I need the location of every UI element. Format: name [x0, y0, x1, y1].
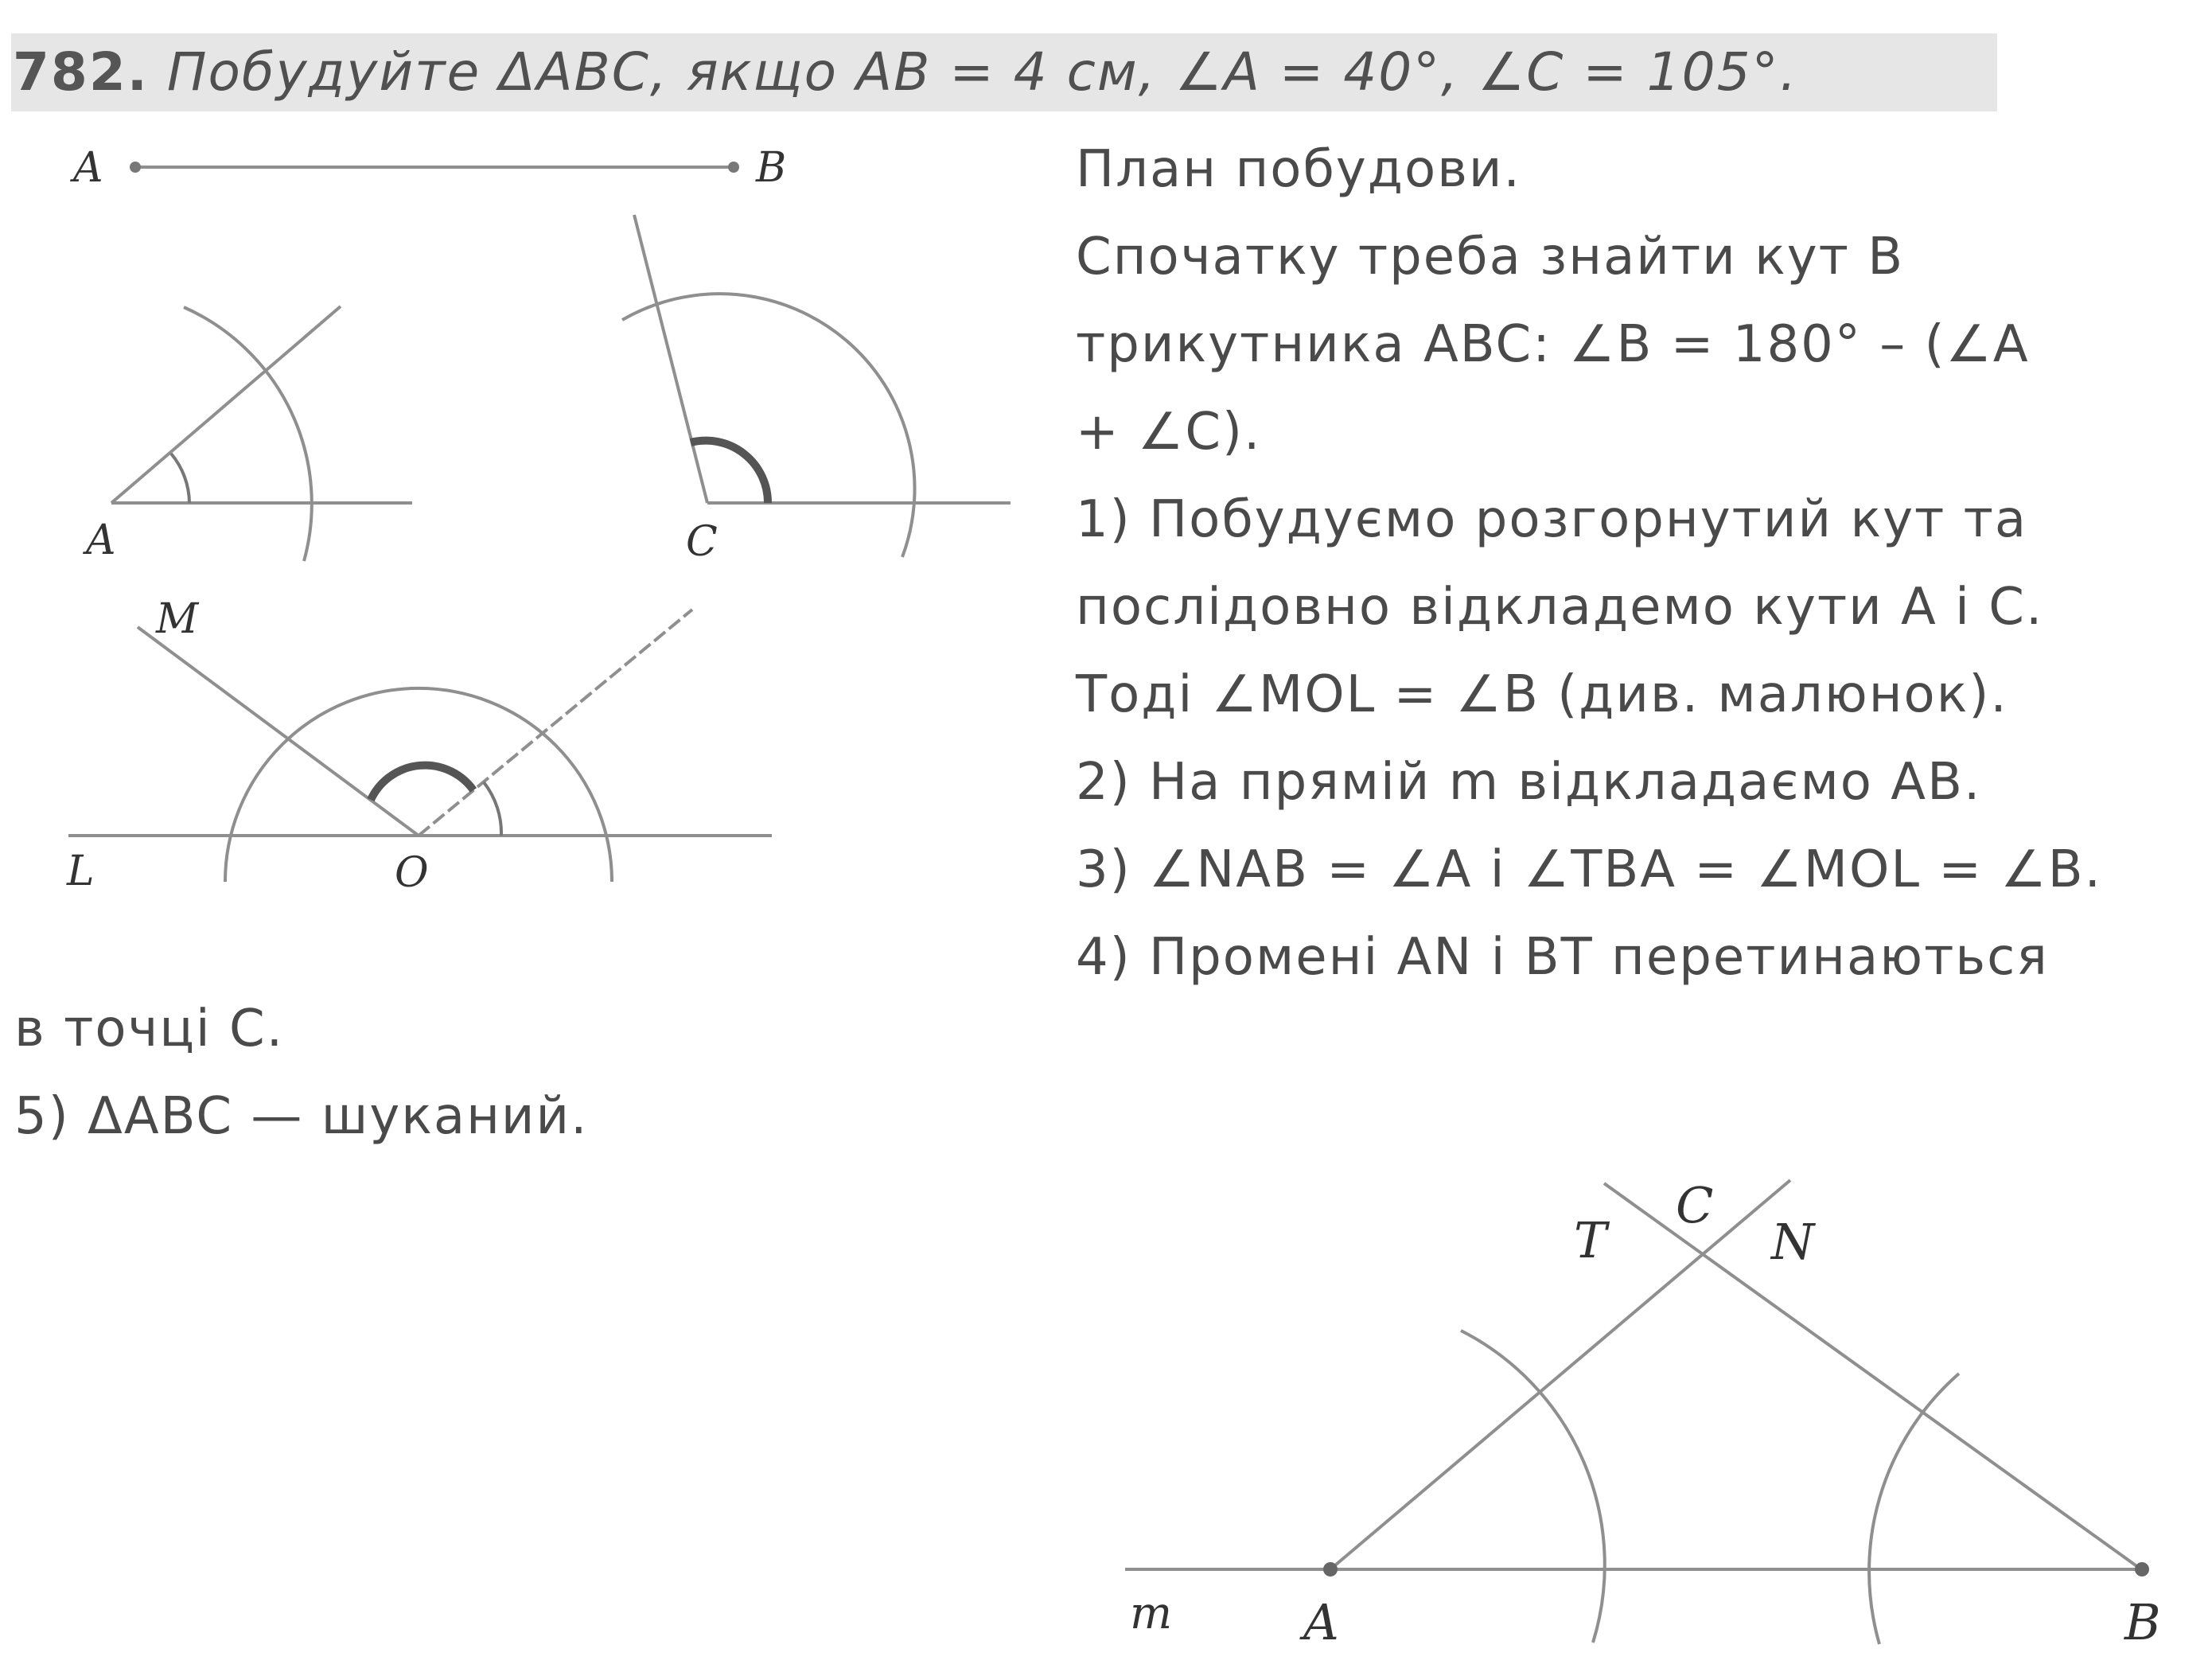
angle-a-vertex-label: A — [86, 516, 116, 564]
segment-label-a: A — [73, 144, 103, 192]
ray-t-label: T — [1574, 1211, 1607, 1269]
point-l-label: L — [67, 848, 95, 895]
plan-line: Тоді ∠MOL = ∠B (див. малюнок). — [1076, 665, 2008, 724]
problem-statement: Побудуйте ΔABC, якщо AB = 4 см, ∠A = 40°, ∠C = 105°. — [166, 41, 1798, 103]
straight-angle-drawing — [68, 610, 772, 882]
plan-line: трикутника ABC: ∠B = 180° – (∠A — [1076, 315, 2030, 374]
plan-line: + ∠C). — [1076, 403, 1262, 462]
point-m-label: M — [156, 595, 199, 643]
plan-line: План побудови. — [1076, 140, 1521, 199]
segment-label-b: B — [756, 144, 787, 192]
plan-line: в точці C. — [14, 1000, 285, 1058]
segment-ab — [130, 162, 739, 173]
plan-line: Спочатку треба знайти кут B — [1076, 228, 1905, 286]
point-o-label: O — [395, 849, 429, 897]
vertex-c-label: C — [1676, 1176, 1714, 1234]
problem-number: 782. — [13, 41, 149, 103]
plan-line: 3) ∠NAB = ∠A і ∠TBA = ∠MOL = ∠B. — [1076, 840, 2102, 899]
plan-line: 1) Побудуємо розгорнутий кут та — [1076, 490, 2028, 549]
plan-line: 4) Промені AN і BT перетинаються — [1076, 928, 2049, 987]
triangle-construction — [1125, 1180, 2149, 1644]
ray-n-label: N — [1771, 1213, 1815, 1271]
plan-line: послідовно відкладемо кути A і C. — [1076, 578, 2044, 637]
angle-a-drawing — [111, 306, 412, 561]
line-m-label: m — [1130, 1588, 1173, 1639]
angle-c-vertex-label: C — [686, 518, 718, 566]
angle-c-drawing — [622, 215, 1011, 557]
vertex-b-label: B — [2124, 1593, 2161, 1651]
plan-line: 2) На прямій m відкладаємо AB. — [1076, 753, 1982, 812]
plan-line: 5) ΔABC — шуканий. — [14, 1087, 589, 1146]
vertex-a-label: A — [1303, 1593, 1339, 1651]
